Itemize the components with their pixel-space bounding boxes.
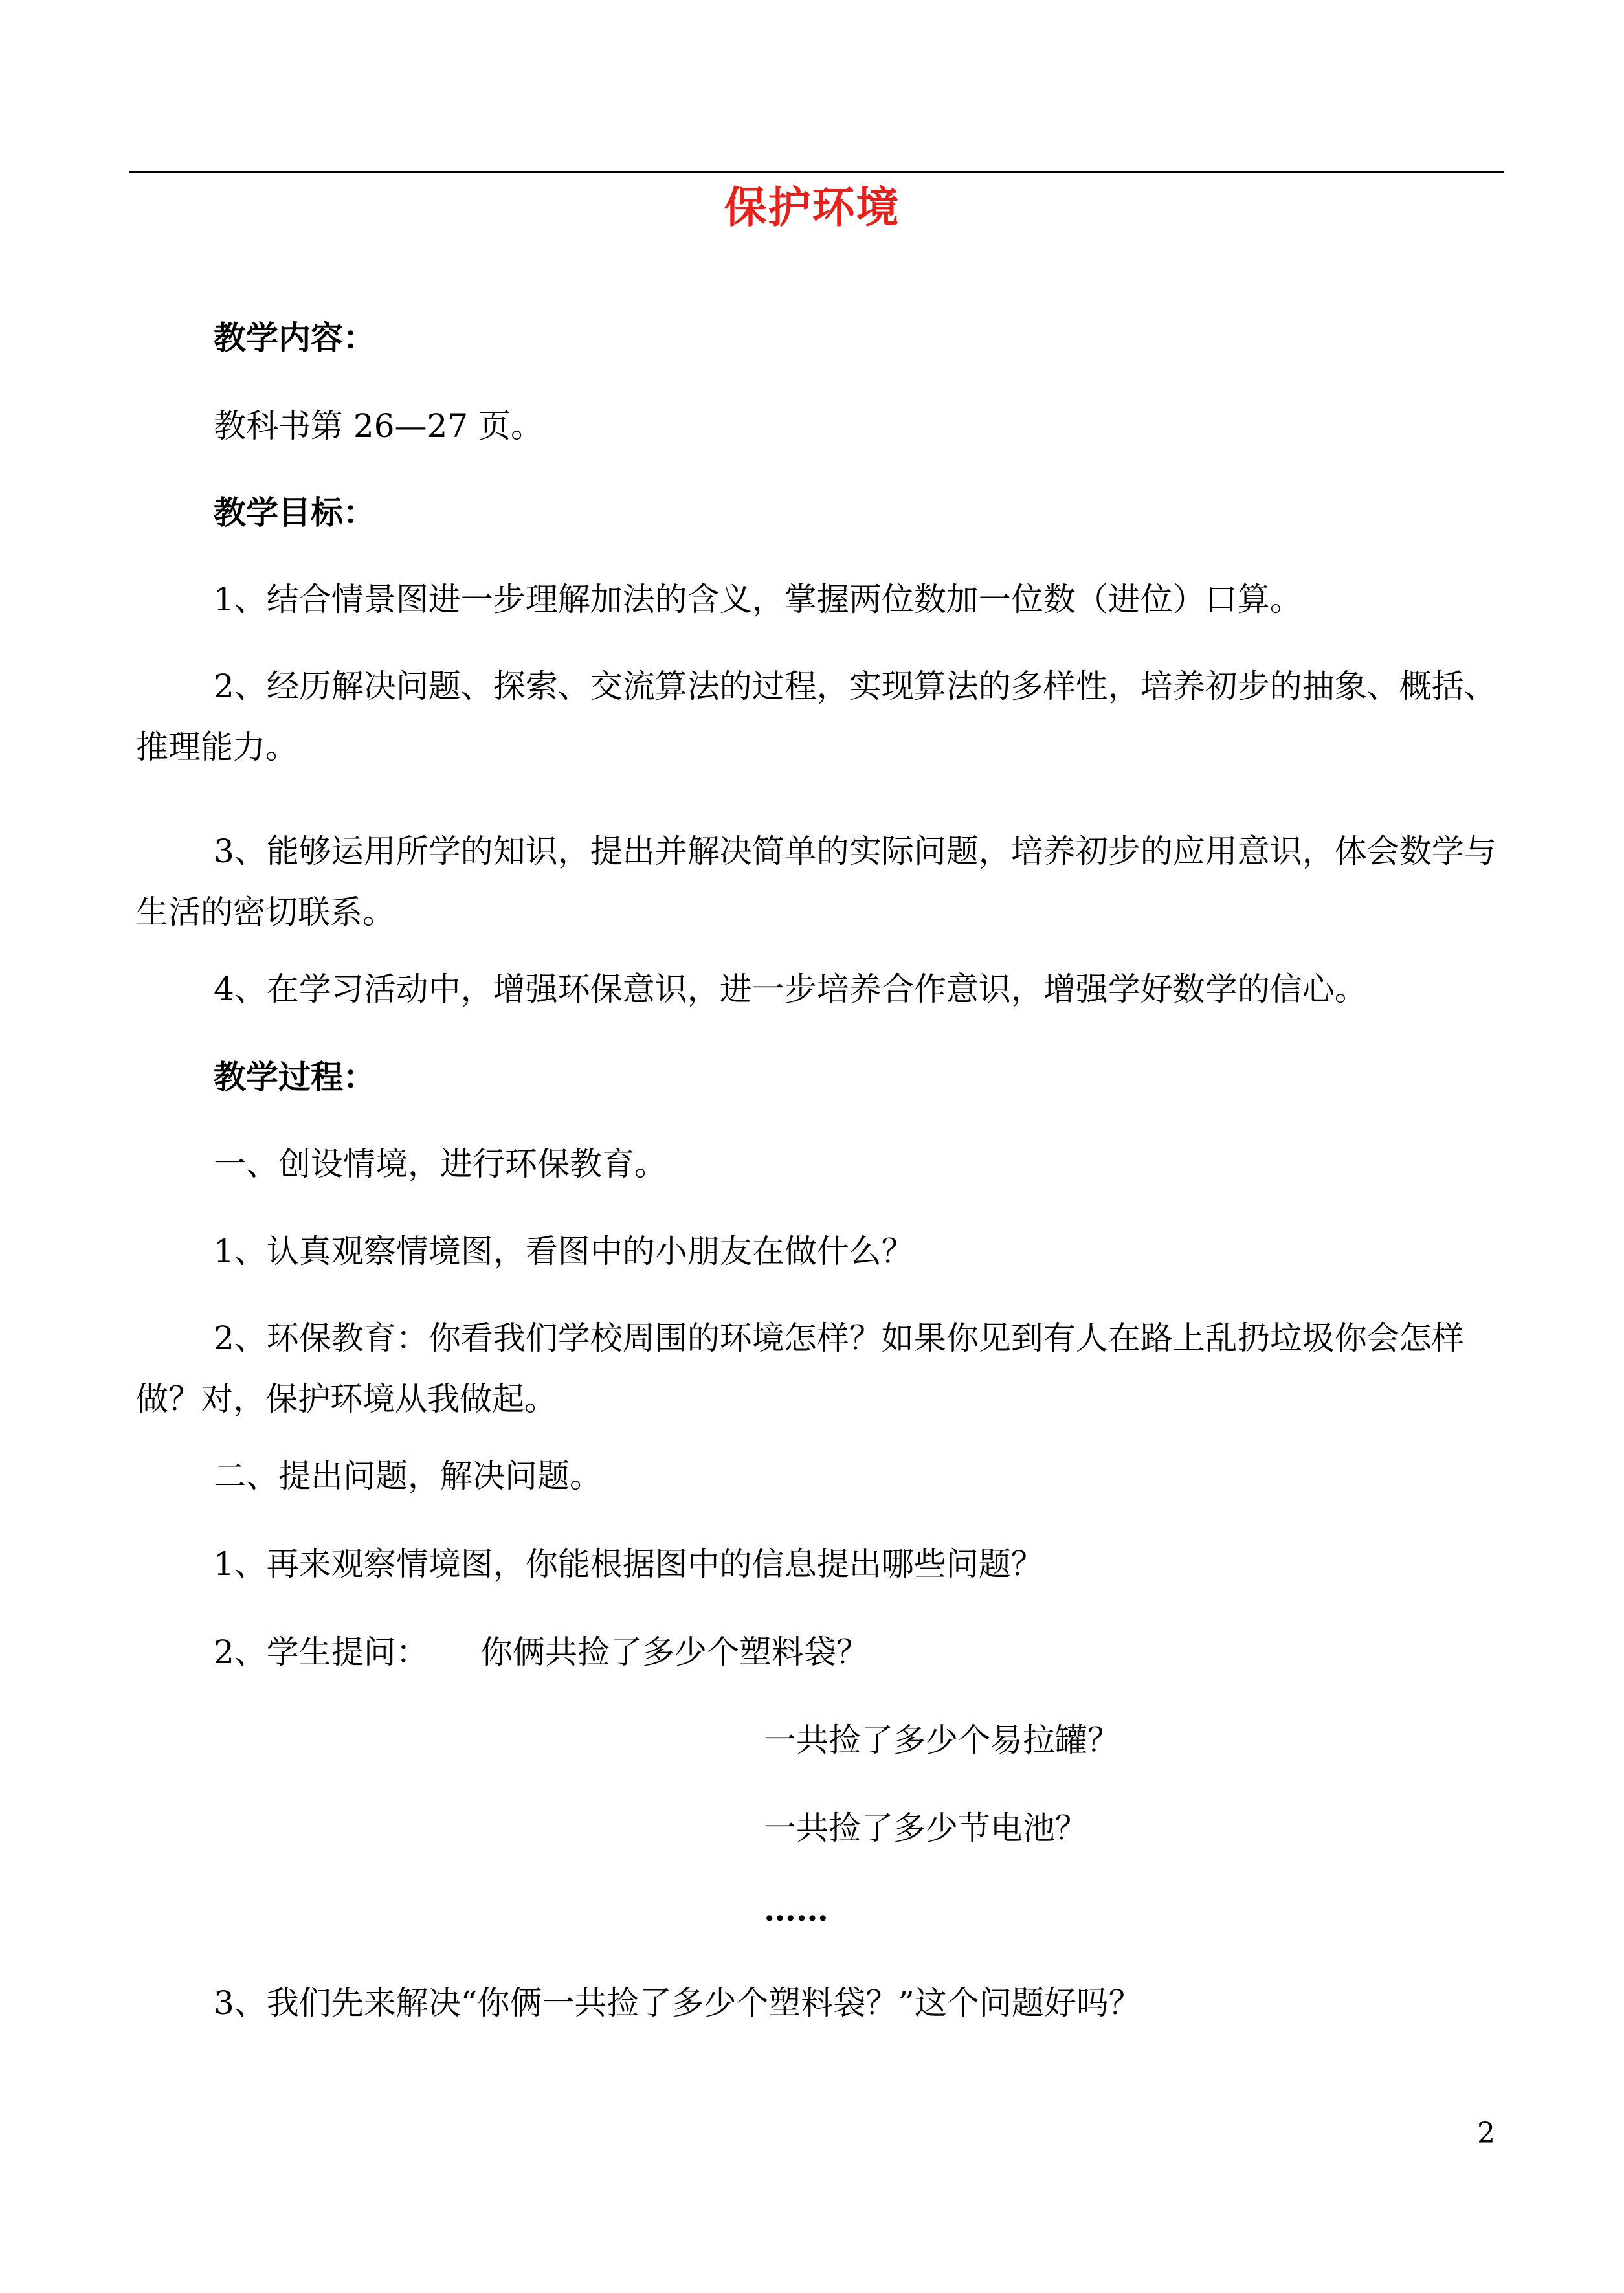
step-1-1: 1、认真观察情境图，看图中的小朋友在做什么？ — [214, 1233, 914, 1270]
heading-teaching-process: 教学过程： — [214, 1058, 375, 1096]
student-question-3: 一共捡了多少节电池？ — [764, 1809, 1087, 1847]
heading-teaching-content: 教学内容： — [214, 319, 375, 357]
student-question-2: 一共捡了多少个易拉罐？ — [764, 1721, 1120, 1759]
ellipsis: …… — [764, 1890, 829, 1929]
step-2: 二、提出问题，解决问题。 — [214, 1457, 602, 1495]
goal-3: 3、能够运用所学的知识，提出并解决简单的实际问题，培养初步的应用意识，体会数学与生活的密切联系。 — [136, 833, 1496, 931]
heading-teaching-goals: 教学目标： — [214, 493, 375, 531]
step-2-1: 1、再来观察情境图，你能根据图中的信息提出哪些问题？ — [214, 1545, 1043, 1583]
step-1: 一、创设情境，进行环保教育。 — [214, 1145, 667, 1183]
goal-4: 4、在学习活动中，增强环保意识，进一步培养合作意识，增强学好数学的信心。 — [214, 970, 1367, 1008]
step-2-2-label: 2、学生提问： — [214, 1633, 428, 1671]
goal-1: 1、结合情景图进一步理解加法的含义，掌握两位数加一位数（进位）口算。 — [214, 581, 1302, 618]
page-title: 保护环境 — [724, 182, 900, 232]
step-2-3: 3、我们先来解决“你俩一共捡了多少个塑料袋？”这个问题好吗？ — [214, 1984, 1141, 2022]
header-rule — [129, 171, 1504, 173]
page-number: 2 — [1477, 2117, 1495, 2150]
goal-2: 2、经历解决问题、探索、交流算法的过程，实现算法的多样性，培养初步的抽象、概括、推理能力。 — [136, 667, 1496, 766]
student-question-1: 你俩共捡了多少个塑料袋？ — [480, 1633, 869, 1671]
step-1-2: 2、环保教育：你看我们学校周围的环境怎样？如果你见到有人在路上乱扔垃圾你会怎样做？对，保护环境从我做起。 — [136, 1319, 1464, 1418]
teaching-content-text: 教科书第 26—27 页。 — [214, 407, 544, 445]
